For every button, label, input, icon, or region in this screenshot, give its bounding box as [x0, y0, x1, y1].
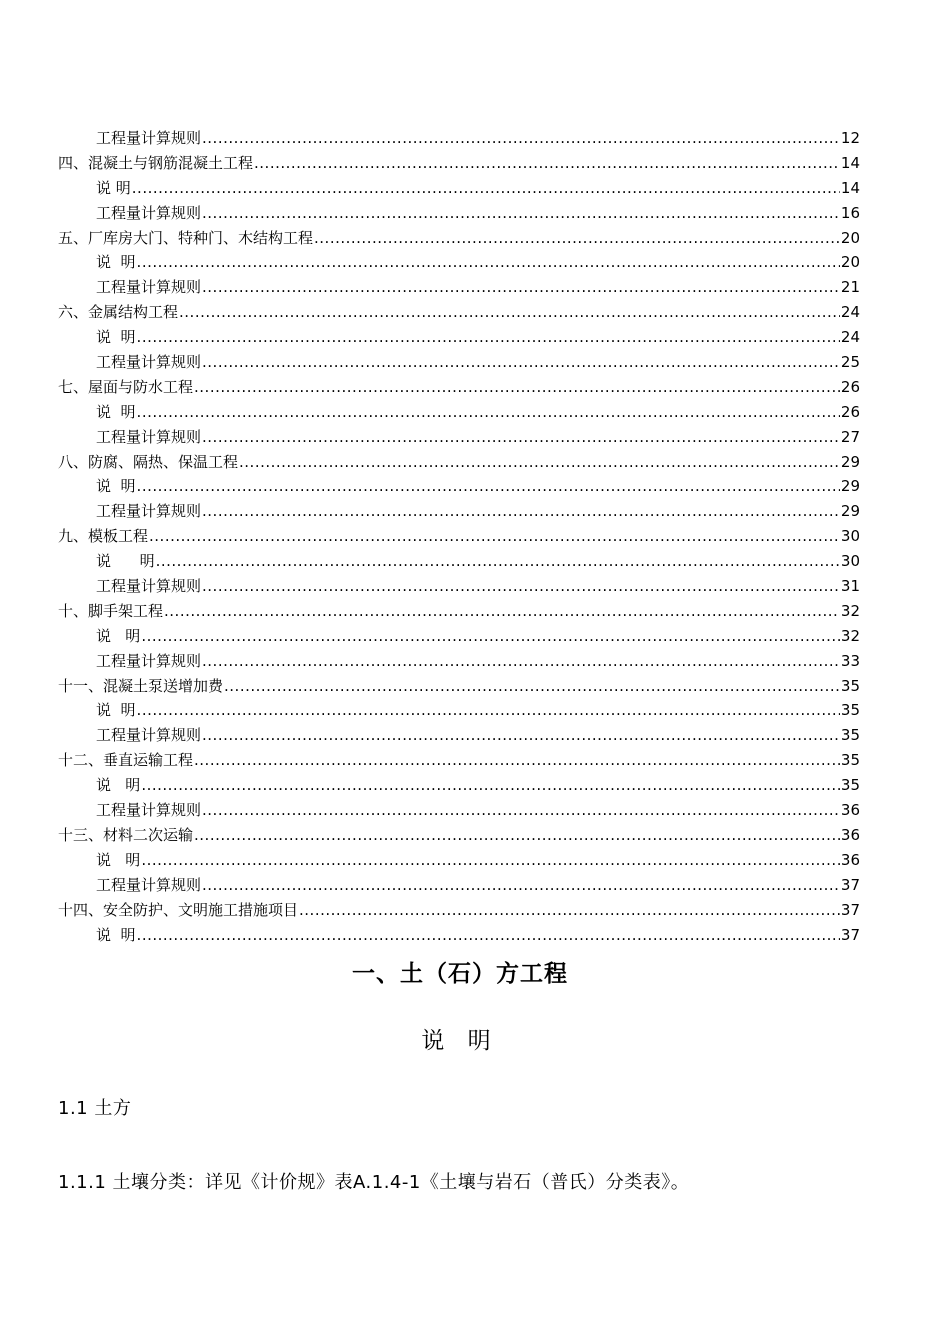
toc-dot-leader: [194, 823, 840, 848]
toc-entry-page-number: 31: [840, 577, 860, 596]
toc-dot-leader: [202, 649, 840, 674]
toc-entry-page-number: 29: [840, 477, 860, 496]
toc-chapter-entry[interactable]: [58, 300, 860, 325]
toc-entry-page-number: 35: [840, 776, 860, 795]
toc-entry-label: 五、厂库房大门、特种门、木结构工程: [58, 228, 314, 247]
toc-entry-page-number: 32: [840, 626, 860, 645]
toc-entry-page-number: 36: [840, 825, 860, 844]
toc-dot-leader: [202, 798, 840, 823]
toc-entry-label: 七、屋面与防水工程: [58, 377, 194, 396]
toc-dot-leader: [132, 176, 840, 201]
toc-entry-label: 六、金属结构工程: [58, 303, 179, 322]
toc-entry-page-number: 26: [840, 402, 860, 421]
toc-dot-leader: [137, 250, 840, 275]
toc-chapter-entry[interactable]: [58, 524, 860, 549]
section-title: 说 明: [421, 1028, 499, 1054]
toc-entry-label: 工程量计算规则: [96, 502, 202, 521]
toc-sub-entry[interactable]: [58, 325, 860, 350]
toc-entry-page-number: 14: [840, 178, 860, 197]
table-of-contents: [58, 126, 860, 947]
toc-entry-label: 工程量计算规则: [96, 353, 202, 372]
toc-sub-entry[interactable]: [58, 400, 860, 425]
toc-entry-label: 工程量计算规则: [96, 875, 202, 894]
toc-sub-entry[interactable]: [58, 499, 860, 524]
toc-entry-page-number: 36: [840, 801, 860, 820]
toc-dot-leader: [137, 325, 840, 350]
toc-entry-label: 说 明: [96, 776, 141, 795]
toc-entry-page-number: 20: [840, 228, 860, 247]
toc-entry-label: 说 明: [96, 626, 141, 645]
toc-entry-page-number: 21: [840, 278, 860, 297]
toc-dot-leader: [141, 773, 840, 798]
toc-entry-page-number: 16: [840, 203, 860, 222]
toc-dot-leader: [239, 450, 840, 475]
toc-chapter-entry[interactable]: [58, 450, 860, 475]
toc-sub-entry[interactable]: [58, 798, 860, 823]
toc-sub-entry[interactable]: [58, 350, 860, 375]
toc-entry-label: 说 明: [96, 850, 141, 869]
toc-entry-page-number: 26: [840, 377, 860, 396]
toc-entry-page-number: 30: [840, 552, 860, 571]
toc-entry-page-number: 14: [840, 153, 860, 172]
toc-chapter-entry[interactable]: [58, 748, 860, 773]
toc-chapter-entry[interactable]: [58, 823, 860, 848]
toc-entry-page-number: 29: [840, 502, 860, 521]
toc-dot-leader: [164, 599, 840, 624]
toc-entry-label: 八、防腐、隔热、保温工程: [58, 452, 239, 471]
toc-dot-leader: [194, 375, 840, 400]
toc-entry-label: 工程量计算规则: [96, 577, 202, 596]
toc-entry-label: 说 明: [96, 402, 136, 421]
toc-chapter-entry[interactable]: [58, 151, 860, 176]
toc-entry-page-number: 25: [840, 353, 860, 372]
toc-sub-entry[interactable]: [58, 474, 860, 499]
toc-dot-leader: [202, 723, 840, 748]
toc-dot-leader: [202, 499, 840, 524]
toc-entry-label: 说 明: [96, 701, 136, 720]
toc-dot-leader: [299, 898, 840, 923]
toc-entry-page-number: 37: [840, 900, 860, 919]
toc-entry-label: 工程量计算规则: [96, 278, 202, 297]
toc-entry-label: 工程量计算规则: [96, 801, 202, 820]
toc-entry-label: 工程量计算规则: [96, 427, 202, 446]
chapter-title: 一、土（石）方工程: [352, 961, 568, 987]
toc-entry-label: 十二、垂直运输工程: [58, 751, 194, 770]
toc-dot-leader: [149, 524, 840, 549]
toc-entry-page-number: 30: [840, 527, 860, 546]
toc-entry-page-number: 24: [840, 303, 860, 322]
toc-entry-page-number: 27: [840, 427, 860, 446]
toc-dot-leader: [202, 350, 840, 375]
toc-sub-entry[interactable]: [58, 624, 860, 649]
toc-sub-entry[interactable]: [58, 201, 860, 226]
toc-dot-leader: [141, 624, 840, 649]
toc-sub-entry[interactable]: [58, 126, 860, 151]
toc-dot-leader: [137, 698, 840, 723]
toc-sub-entry[interactable]: [58, 773, 860, 798]
toc-sub-entry[interactable]: [58, 250, 860, 275]
toc-sub-entry[interactable]: [58, 549, 860, 574]
toc-sub-entry[interactable]: [58, 275, 860, 300]
toc-entry-page-number: 24: [840, 328, 860, 347]
toc-sub-entry[interactable]: [58, 698, 860, 723]
toc-entry-page-number: 35: [840, 676, 860, 695]
toc-entry-label: 说 明: [96, 552, 155, 571]
toc-dot-leader: [141, 848, 840, 873]
toc-entry-label: 说 明: [96, 925, 136, 944]
toc-sub-entry[interactable]: [58, 723, 860, 748]
toc-dot-leader: [194, 748, 840, 773]
toc-sub-entry[interactable]: [58, 649, 860, 674]
toc-entry-label: 四、混凝土与钢筋混凝土工程: [58, 153, 254, 172]
toc-dot-leader: [156, 549, 840, 574]
toc-sub-entry[interactable]: [58, 176, 860, 201]
toc-dot-leader: [137, 923, 840, 948]
toc-sub-entry[interactable]: [58, 425, 860, 450]
toc-chapter-entry[interactable]: [58, 375, 860, 400]
toc-entry-page-number: 20: [840, 253, 860, 272]
toc-entry-label: 十一、混凝土泵送增加费: [58, 676, 224, 695]
toc-entry-label: 工程量计算规则: [96, 726, 202, 745]
toc-dot-leader: [137, 474, 840, 499]
toc-dot-leader: [179, 300, 840, 325]
toc-entry-label: 说 明: [96, 253, 136, 272]
toc-dot-leader: [202, 873, 840, 898]
toc-entry-label: 十、脚手架工程: [58, 601, 164, 620]
toc-entry-label: 九、模板工程: [58, 527, 149, 546]
toc-entry-page-number: 37: [840, 875, 860, 894]
toc-entry-page-number: 29: [840, 452, 860, 471]
paragraph-soil-heading: 1.1 土方: [58, 1098, 132, 1119]
toc-chapter-entry[interactable]: [58, 226, 860, 251]
toc-chapter-entry[interactable]: [58, 674, 860, 699]
toc-chapter-entry[interactable]: [58, 599, 860, 624]
toc-entry-page-number: 35: [840, 751, 860, 770]
toc-entry-page-number: 35: [840, 726, 860, 745]
toc-dot-leader: [202, 126, 840, 151]
toc-dot-leader: [202, 275, 840, 300]
toc-entry-label: 说 明: [96, 477, 136, 496]
toc-entry-page-number: 12: [840, 129, 860, 147]
toc-entry-label: 十三、材料二次运输: [58, 825, 194, 844]
toc-entry-page-number: 33: [840, 651, 860, 670]
toc-entry-page-number: 32: [840, 601, 860, 620]
toc-sub-entry[interactable]: [58, 574, 860, 599]
toc-entry-page-number: 36: [840, 850, 860, 869]
toc-dot-leader: [254, 151, 840, 176]
toc-entry-label: 十四、安全防护、文明施工措施项目: [58, 900, 299, 919]
toc-dot-leader: [202, 425, 840, 450]
toc-sub-entry[interactable]: [58, 923, 860, 948]
toc-entry-label: 工程量计算规则: [96, 129, 202, 147]
toc-sub-entry[interactable]: [58, 848, 860, 873]
toc-entry-label: 说 明: [96, 178, 131, 197]
paragraph-soil-classification: 1.1.1 土壤分类：详见《计价规》表A.1.4-1《土壤与岩石（普氏）分类表》。: [58, 1172, 690, 1193]
toc-entry-label: 说 明: [96, 328, 136, 347]
toc-dot-leader: [202, 574, 840, 599]
toc-sub-entry[interactable]: [58, 873, 860, 898]
toc-dot-leader: [137, 400, 840, 425]
toc-dot-leader: [224, 674, 840, 699]
toc-dot-leader: [202, 201, 840, 226]
toc-chapter-entry[interactable]: [58, 898, 860, 923]
toc-entry-page-number: 37: [840, 925, 860, 944]
toc-entry-page-number: 35: [840, 701, 860, 720]
toc-entry-label: 工程量计算规则: [96, 203, 202, 222]
toc-dot-leader: [314, 226, 840, 251]
toc-entry-label: 工程量计算规则: [96, 651, 202, 670]
